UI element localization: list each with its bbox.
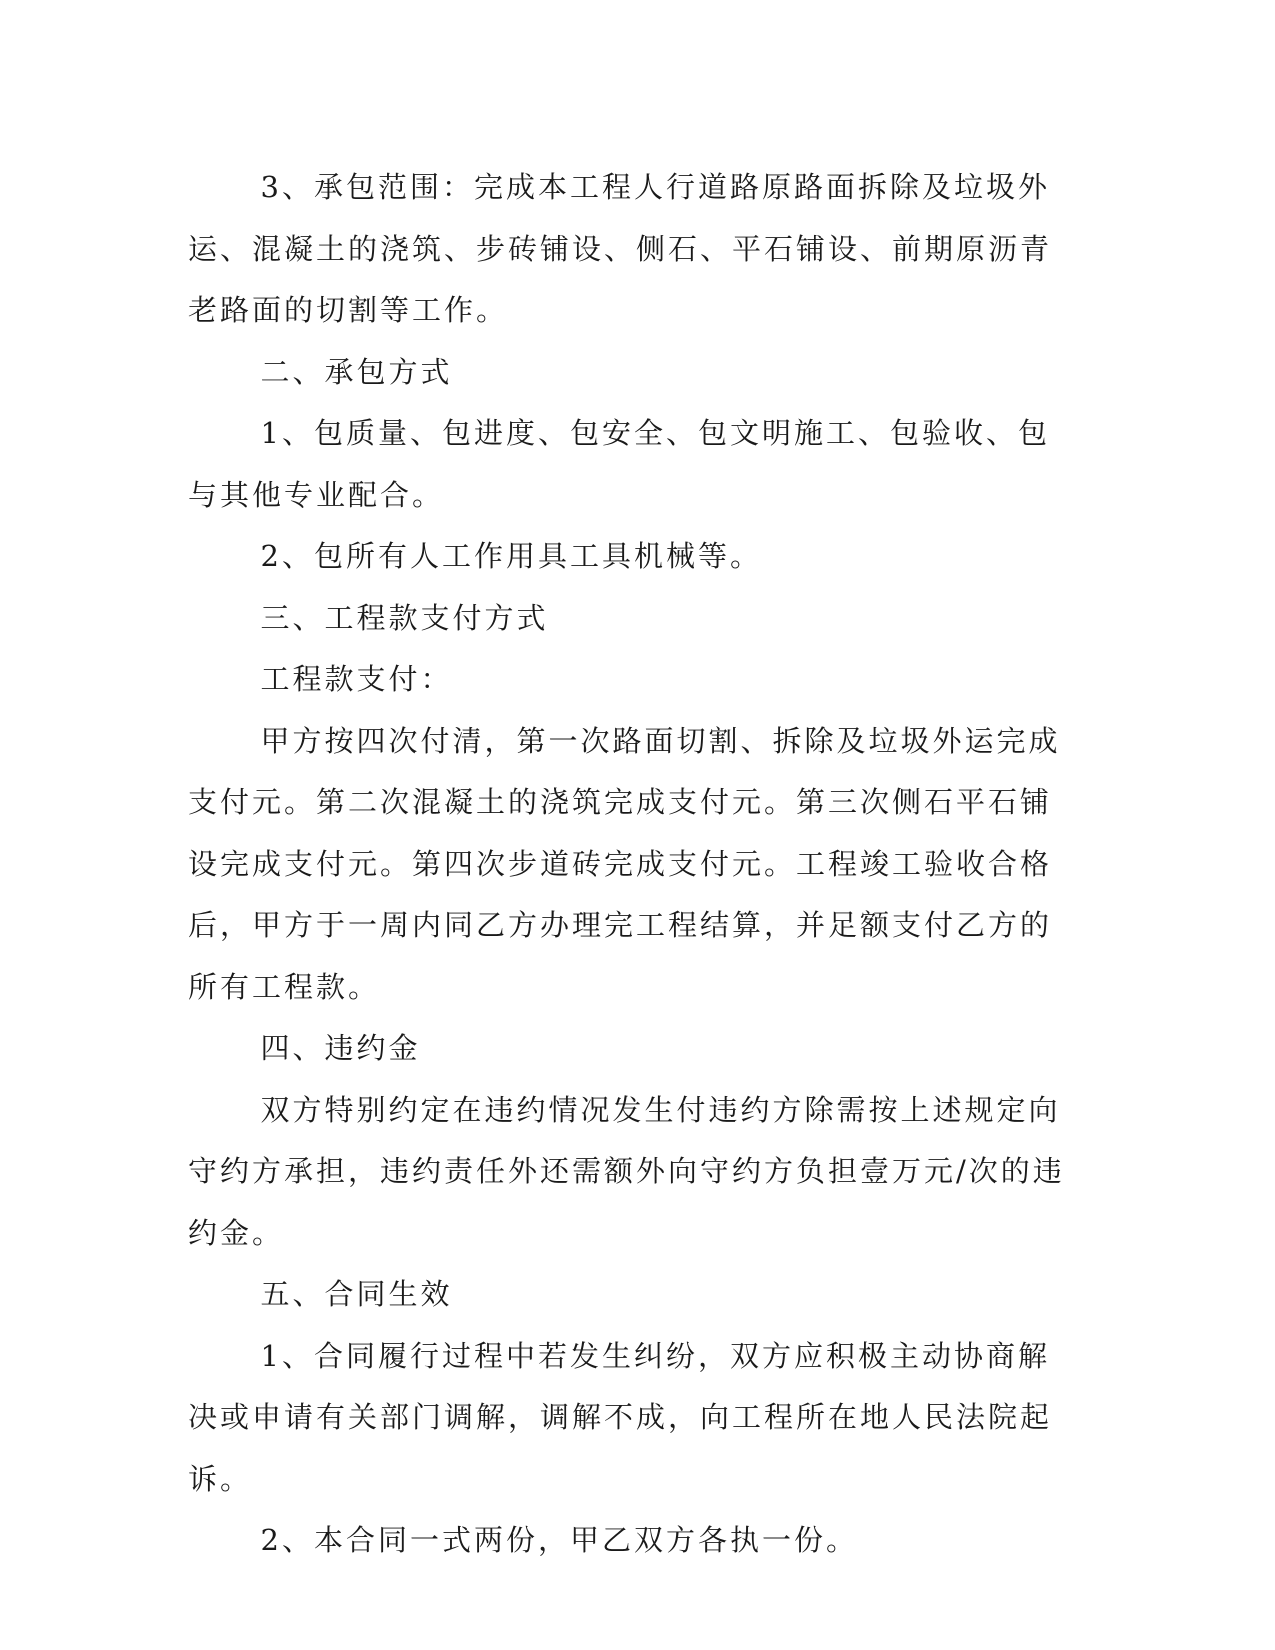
heading-penalty: 四、违约金 xyxy=(260,1031,421,1065)
paragraph-method-2: 2、包所有人工作用具工具机械等。 xyxy=(260,539,762,573)
paragraph-penalty: 双方特别约定在违约情况发生付违约方除需按上述规定向守约方承担，违约责任外还需额外向守约方负担壹万元/次的违约金。 xyxy=(188,1092,1065,1250)
paragraph-payment-terms: 甲方按四次付清，第一次路面切割、拆除及垃圾外运完成支付元。第二次混凝土的浇筑完成支付元。第三次侧石平石铺设完成支付元。第四次步道砖完成支付元。工程竣工验收合格后，甲方于一周内同乙方办理完工程结算，并足额支付乙方的所有工程款。 xyxy=(188,723,1061,1004)
paragraph-effectiveness-1: 1、合同履行过程中若发生纠纷，双方应积极主动协商解决或申请有关部门调解，调解不成，向工程所在地人民法院起诉。 xyxy=(188,1338,1053,1496)
heading-effectiveness: 五、合同生效 xyxy=(260,1277,453,1311)
document-body xyxy=(188,157,1068,1572)
paragraph-payment-label: 工程款支付： xyxy=(260,662,453,696)
paragraph-effectiveness-2: 2、本合同一式两份，甲乙双方各执一份。 xyxy=(260,1523,858,1557)
heading-contract-method: 二、承包方式 xyxy=(260,354,453,389)
paragraph-scope: 3、承包范围：完成本工程人行道路原路面拆除及垃圾外运、混凝土的浇筑、步砖铺设、侧石、平石铺设、前期原沥青老路面的切割等工作。 xyxy=(188,170,1053,327)
heading-payment-method: 三、工程款支付方式 xyxy=(260,600,549,635)
paragraph-method-1: 1、包质量、包进度、包安全、包文明施工、包验收、包与其他专业配合。 xyxy=(188,416,1050,512)
